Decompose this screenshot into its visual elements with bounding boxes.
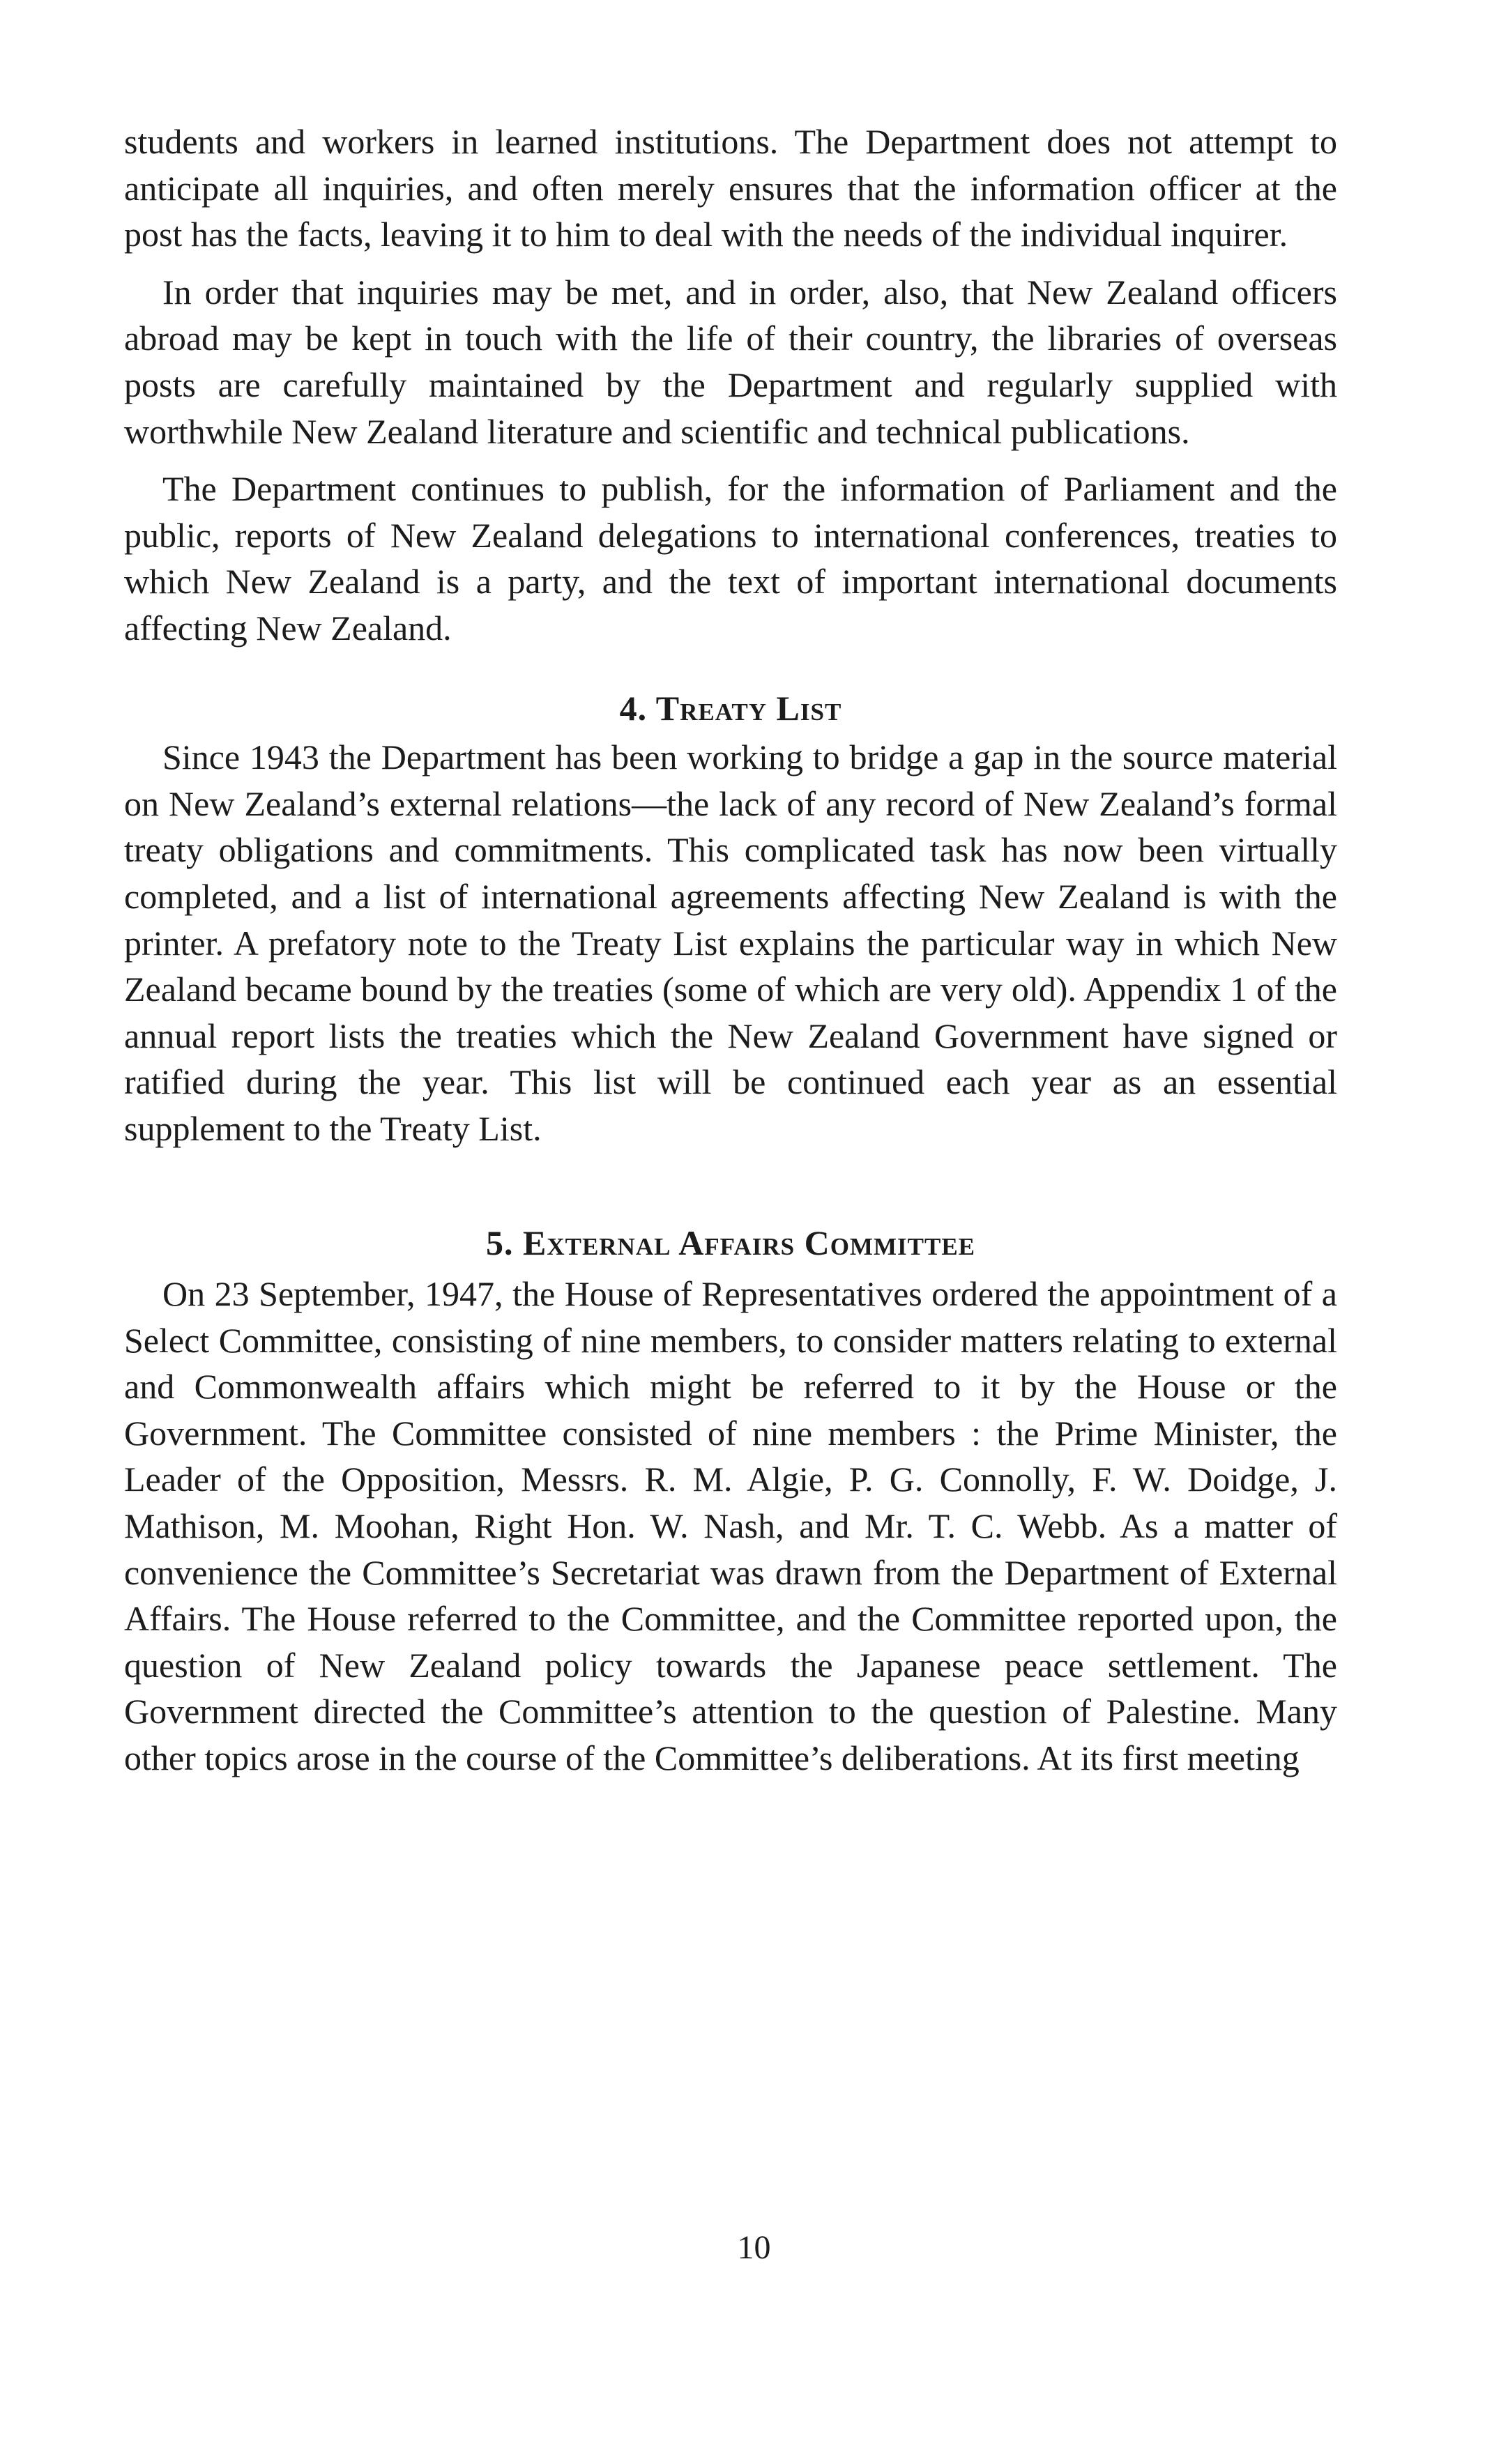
paragraph-treaty-list: Since 1943 the Department has been working to bridge a gap in the source material on New Zealand’s external relations—the lack of any record of New Zealand’s formal treaty obligations and commitments. This complicated task has now been virtually completed, and a list of international agreements affecting New Zealand is with the printer. A prefatory note to the Treaty List explains the particular way in which New Zealand became bound by the treaties (some of which are very old). Appendix 1 of the annual report lists the treaties which the New Zealand Government have signed or ratified during the year. This list will be continued each year as an essential supplement to the Treaty List. [124, 737, 1337, 1148]
section-heading-external-affairs-committee: 5. External Affairs Committee [485, 1223, 976, 1263]
paragraph-external-affairs-committee: On 23 September, 1947, the House of Representatives ordered the appointment of a Select Committee, consisting of nine members, to consider matters relating to external and Commonwealth affairs which might be referred to it by the House or the Government. The Committee consisted of nine members : the Prime Minister, the Leader of the Opposition, Messrs. R. M. Algie, P. G. Connolly, F. W. Doidge, J. Mathison, M. Moohan, Right Hon. W. Nash, and Mr. T. C. Webb. As a matter of convenience the Committee’s Secretariat was drawn from the Department of External Affairs. The House referred to the Committee, and the Committee reported upon, the question of New Zealand policy towards the Japanese peace settlement. The Government directed the Committee’s attention to the question of Palestine. Many other topics arose in the course of the Committee’s deliberations. At its first meeting [124, 1274, 1337, 1777]
paragraph-continuation: students and workers in learned institutions. The Department does not attempt to anticipate all inquiries, and often merely ensures that the information officer at the post has the facts, leaving it to him to deal with the needs of the individual inquirer. [124, 122, 1337, 254]
page-number: 10 [737, 2229, 771, 2266]
paragraph-publications: The Department continues to publish, for the information of Parliament and the public, reports of New Zealand delegations to international conferences, treaties to which New Zealand is a party, and the text of important international documents affecting New Zealand. [124, 469, 1337, 648]
document-page [124, 118, 1337, 1782]
paragraph-libraries: In order that inquiries may be met, and in order, also, that New Zealand officers abroad may be kept in touch with the life of their country, the libraries of overseas posts are carefully maintained by the Department and regularly supplied with worthwhile New Zealand literature and scientific and technical publications. [124, 272, 1337, 451]
section-heading-treaty-list: 4. Treaty List [619, 688, 842, 728]
